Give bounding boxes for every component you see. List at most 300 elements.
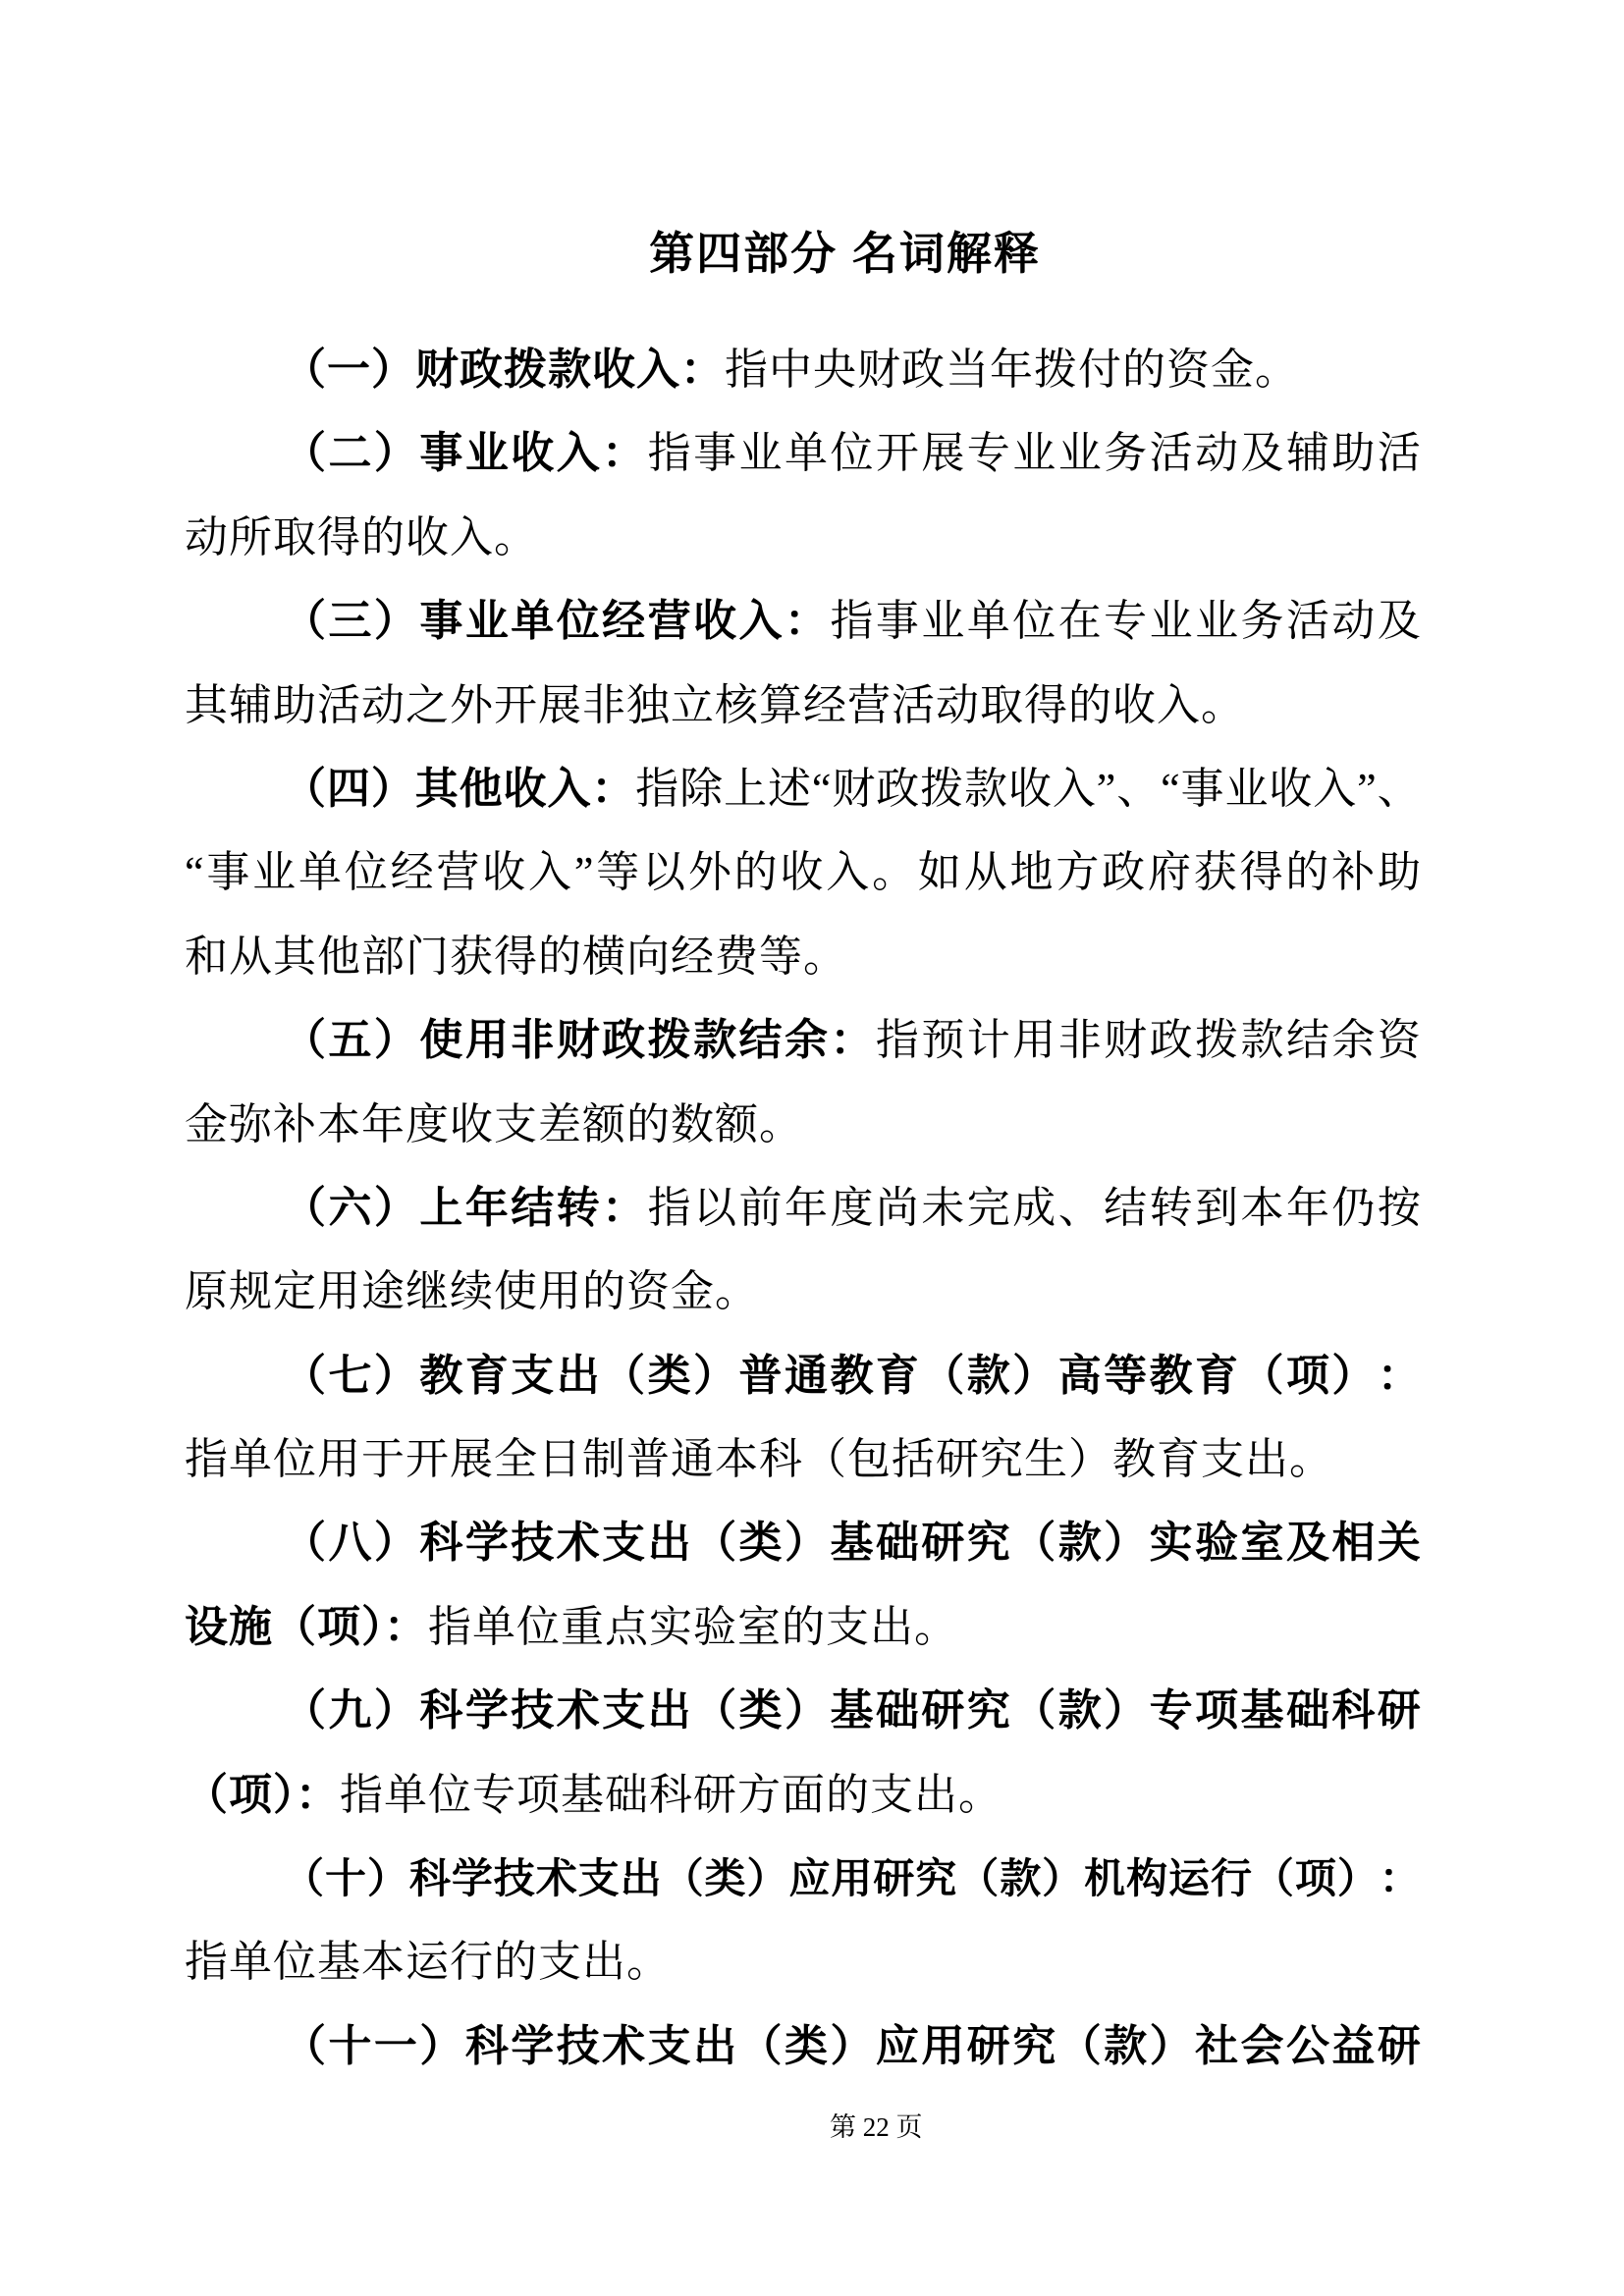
term-definition: 指单位用于开展全日制普通本科（包括研究生）教育支出。 bbox=[185, 1435, 1333, 1484]
char: 收 bbox=[482, 848, 526, 897]
char: 余 bbox=[784, 1016, 828, 1065]
char: 三 bbox=[328, 597, 372, 646]
char: 四 bbox=[326, 764, 370, 813]
char: 十 bbox=[324, 1855, 366, 1902]
char: 经 bbox=[390, 848, 434, 897]
term-definition: 指单位重点实验室的支出。 bbox=[428, 1602, 958, 1651]
char: 款 bbox=[693, 1016, 737, 1065]
char: ） bbox=[693, 1351, 737, 1400]
char: 财 bbox=[1104, 1016, 1148, 1065]
char: 入 bbox=[528, 848, 572, 897]
char: 外 bbox=[687, 848, 731, 897]
body-line bbox=[185, 1417, 1421, 1501]
char: 会 bbox=[1240, 2021, 1284, 2070]
char: 款 bbox=[1057, 1686, 1102, 1735]
char: ） bbox=[373, 1351, 417, 1400]
body-line bbox=[185, 747, 1421, 830]
char: 展 bbox=[921, 429, 965, 478]
char: 九 bbox=[328, 1686, 372, 1735]
char: 本 bbox=[1240, 1183, 1284, 1232]
char: 益 bbox=[1331, 2021, 1376, 2070]
char: （ bbox=[283, 1351, 326, 1400]
char: 政 bbox=[1149, 1016, 1193, 1065]
char: 开 bbox=[875, 429, 919, 478]
char: 上 bbox=[419, 1183, 463, 1232]
char: 事 bbox=[875, 597, 919, 646]
char: 款 bbox=[964, 764, 1008, 813]
char: 结 bbox=[1104, 1183, 1148, 1232]
char: ） bbox=[1104, 1519, 1148, 1568]
char: 事 bbox=[419, 597, 463, 646]
char: 业 bbox=[921, 597, 965, 646]
char: 政 bbox=[602, 1016, 646, 1065]
char: 资 bbox=[1377, 1016, 1421, 1065]
char: 业 bbox=[1195, 597, 1239, 646]
char: 技 bbox=[556, 2021, 600, 2070]
char: 构 bbox=[1126, 1855, 1168, 1902]
char: 科 bbox=[408, 1855, 451, 1902]
char: 结 bbox=[1285, 1016, 1329, 1065]
body-line bbox=[185, 411, 1421, 495]
char: 育 bbox=[1195, 1351, 1239, 1400]
char: 业 bbox=[464, 429, 509, 478]
char: 教 bbox=[830, 1351, 874, 1400]
char: 单 bbox=[298, 848, 342, 897]
char: 础 bbox=[1285, 1686, 1329, 1735]
char: （ bbox=[283, 597, 326, 646]
char: （ bbox=[283, 1016, 326, 1065]
char: 高 bbox=[1057, 1351, 1102, 1400]
char: 七 bbox=[328, 1351, 372, 1400]
char: “ bbox=[185, 848, 204, 897]
char: 用 bbox=[921, 2021, 965, 2070]
body-line bbox=[185, 1585, 1421, 1669]
char: 础 bbox=[875, 1686, 919, 1735]
char: 位 bbox=[1012, 597, 1056, 646]
term-definition: 金弥补本年度收支差额的数额。 bbox=[185, 1099, 803, 1148]
char: 及 bbox=[1285, 1519, 1329, 1568]
char: （ bbox=[693, 1686, 737, 1735]
char: ） bbox=[373, 597, 417, 646]
char: 及 bbox=[1240, 429, 1284, 478]
char: 未 bbox=[921, 1183, 965, 1232]
body-line bbox=[185, 2004, 1421, 2088]
char: 类 bbox=[738, 1519, 783, 1568]
char: 转 bbox=[556, 1183, 600, 1232]
char: 上 bbox=[724, 764, 768, 813]
char: 款 bbox=[966, 1351, 1010, 1400]
char: 非 bbox=[1057, 1016, 1102, 1065]
char: 到 bbox=[1195, 1183, 1239, 1232]
char: 业 bbox=[252, 848, 297, 897]
page-number: 第 22 页 bbox=[830, 2112, 923, 2142]
char: 单 bbox=[784, 429, 828, 478]
char: ” bbox=[1096, 764, 1116, 813]
char: 活 bbox=[1377, 429, 1421, 478]
body-line bbox=[185, 1920, 1421, 2003]
char: 从 bbox=[963, 848, 1007, 897]
char: 技 bbox=[511, 1686, 555, 1735]
char: 务 bbox=[1104, 429, 1148, 478]
char: 项 bbox=[1285, 1351, 1329, 1400]
char: ： bbox=[784, 597, 828, 646]
char: 科 bbox=[1331, 1686, 1376, 1735]
term-definition: 指单位专项基础科研方面的支出。 bbox=[340, 1770, 1002, 1819]
char: 研 bbox=[921, 1686, 965, 1735]
char: 收 bbox=[1269, 764, 1313, 813]
char: 专 bbox=[1149, 1686, 1193, 1735]
char: ） bbox=[1012, 1351, 1056, 1400]
term-label: （项）： bbox=[185, 1770, 340, 1819]
char: （ bbox=[283, 1686, 326, 1735]
char: （ bbox=[921, 1351, 965, 1400]
char: 年 bbox=[464, 1183, 509, 1232]
char: 入 bbox=[1052, 764, 1096, 813]
char: 拨 bbox=[647, 1016, 691, 1065]
char: 经 bbox=[602, 597, 646, 646]
char: ） bbox=[419, 2021, 463, 2070]
char: （ bbox=[283, 1855, 325, 1902]
char: 业 bbox=[1224, 764, 1269, 813]
char: （ bbox=[662, 1855, 704, 1902]
body-line bbox=[185, 1837, 1421, 1920]
char: 款 bbox=[1104, 2021, 1148, 2070]
char: 教 bbox=[419, 1351, 463, 1400]
char: 究 bbox=[915, 1855, 957, 1902]
char: 究 bbox=[1012, 2021, 1056, 2070]
term-definition: 动所取得的收入。 bbox=[185, 512, 538, 561]
char: 的 bbox=[733, 848, 778, 897]
body-line bbox=[185, 1501, 1421, 1584]
char: ： bbox=[591, 764, 635, 813]
char: 位 bbox=[556, 597, 600, 646]
char: ） bbox=[1331, 1351, 1376, 1400]
char: 务 bbox=[1240, 597, 1284, 646]
char: 科 bbox=[419, 1519, 463, 1568]
char: 指 bbox=[830, 597, 874, 646]
char: 支 bbox=[511, 1351, 555, 1400]
char: 技 bbox=[493, 1855, 535, 1902]
body-line bbox=[185, 496, 1421, 579]
char: ： bbox=[602, 1183, 646, 1232]
char: 除 bbox=[679, 764, 724, 813]
char: 拨 bbox=[1195, 1016, 1239, 1065]
char: 事 bbox=[693, 429, 737, 478]
char: 前 bbox=[738, 1183, 783, 1232]
char: （ bbox=[1012, 1519, 1056, 1568]
char: 款 bbox=[1000, 1855, 1042, 1902]
char: 动 bbox=[1331, 597, 1376, 646]
char: 业 bbox=[1149, 597, 1193, 646]
char: 术 bbox=[556, 1686, 600, 1735]
char: ： bbox=[1379, 1855, 1421, 1902]
term-definition: 指单位基本运行的支出。 bbox=[185, 1938, 671, 1987]
char: 支 bbox=[577, 1855, 620, 1902]
char: 营 bbox=[436, 848, 480, 897]
char: 术 bbox=[556, 1519, 600, 1568]
char: ） bbox=[1042, 1855, 1084, 1902]
char: 项 bbox=[1294, 1855, 1336, 1902]
char: 活 bbox=[1149, 429, 1193, 478]
char: 仍 bbox=[1331, 1183, 1376, 1232]
char: 活 bbox=[1285, 597, 1329, 646]
char: 度 bbox=[830, 1183, 874, 1232]
char: 在 bbox=[1057, 597, 1102, 646]
char: 用 bbox=[464, 1016, 509, 1065]
char: 财 bbox=[832, 764, 876, 813]
body-line bbox=[185, 328, 1421, 411]
char: （ bbox=[283, 1183, 326, 1232]
char: 尚 bbox=[875, 1183, 919, 1232]
char: 专 bbox=[1104, 597, 1148, 646]
char: 一 bbox=[373, 2021, 417, 2070]
term-definition: 其辅助活动之外开展非独立核算经营活动取得的收入。 bbox=[185, 680, 1245, 729]
char: 地 bbox=[1009, 848, 1054, 897]
char: ） bbox=[373, 1016, 417, 1065]
char: 究 bbox=[966, 1686, 1010, 1735]
char: ） bbox=[1104, 1686, 1148, 1735]
char: 补 bbox=[1331, 848, 1376, 897]
char: 指 bbox=[647, 1183, 691, 1232]
char: 公 bbox=[1285, 2021, 1329, 2070]
char: 关 bbox=[1377, 1519, 1421, 1568]
char: 类 bbox=[738, 1686, 783, 1735]
body-line bbox=[185, 1334, 1421, 1417]
body-line bbox=[185, 1753, 1421, 1837]
char: 十 bbox=[328, 2021, 372, 2070]
char: 非 bbox=[511, 1016, 555, 1065]
char: 专 bbox=[966, 429, 1010, 478]
char: 收 bbox=[511, 429, 555, 478]
char: 应 bbox=[788, 1855, 831, 1902]
char: 计 bbox=[966, 1016, 1010, 1065]
char: 位 bbox=[830, 429, 874, 478]
char: 五 bbox=[328, 1016, 372, 1065]
char: 出 bbox=[647, 1519, 691, 1568]
char: （ bbox=[957, 1855, 1000, 1902]
char: 拨 bbox=[920, 764, 964, 813]
char: 研 bbox=[921, 1519, 965, 1568]
char: 指 bbox=[635, 764, 679, 813]
char: 以 bbox=[642, 848, 685, 897]
body-line bbox=[185, 1250, 1421, 1333]
char: 支 bbox=[602, 1686, 646, 1735]
char: 政 bbox=[876, 764, 920, 813]
char: 等 bbox=[1104, 1351, 1148, 1400]
char: 入 bbox=[547, 764, 591, 813]
char: 科 bbox=[419, 1686, 463, 1735]
char: 单 bbox=[511, 597, 555, 646]
char: 术 bbox=[535, 1855, 577, 1902]
char: （ bbox=[1240, 1351, 1284, 1400]
char: 使 bbox=[419, 1016, 463, 1065]
char: 政 bbox=[1102, 848, 1146, 897]
char: 验 bbox=[1195, 1519, 1239, 1568]
char: ） bbox=[373, 1519, 417, 1568]
char: 的 bbox=[1285, 848, 1329, 897]
char: ） bbox=[1336, 1855, 1379, 1902]
char: 收 bbox=[780, 848, 824, 897]
char: 类 bbox=[704, 1855, 746, 1902]
char: 出 bbox=[693, 2021, 737, 2070]
char: 研 bbox=[1377, 1686, 1421, 1735]
char: 行 bbox=[1210, 1855, 1252, 1902]
char: 款 bbox=[1240, 1016, 1284, 1065]
body-line bbox=[185, 579, 1421, 663]
char: 项 bbox=[1195, 1686, 1239, 1735]
char: （ bbox=[283, 2021, 326, 2070]
char: ： bbox=[602, 429, 646, 478]
char: 入 bbox=[826, 848, 870, 897]
char: 事 bbox=[419, 429, 463, 478]
char: 转 bbox=[1149, 1183, 1193, 1232]
term-definition: 和从其他部门获得的横向经费等。 bbox=[185, 932, 847, 981]
char: 入 bbox=[1313, 764, 1357, 813]
char: 年 bbox=[1285, 1183, 1329, 1232]
char: ） bbox=[1149, 2021, 1193, 2070]
char: 技 bbox=[511, 1519, 555, 1568]
char: 以 bbox=[693, 1183, 737, 1232]
char: 类 bbox=[784, 2021, 828, 2070]
char: 获 bbox=[1193, 848, 1237, 897]
char: 教 bbox=[1149, 1351, 1193, 1400]
char: 得 bbox=[1239, 848, 1283, 897]
char: 六 bbox=[328, 1183, 372, 1232]
term-definition: 原规定用途继续使用的资金。 bbox=[185, 1267, 759, 1316]
body-line bbox=[185, 1166, 1421, 1250]
char: 业 bbox=[1057, 429, 1102, 478]
char: 、 bbox=[1116, 764, 1161, 813]
char: 财 bbox=[556, 1016, 600, 1065]
char: 如 bbox=[917, 848, 961, 897]
char: 学 bbox=[464, 1686, 509, 1735]
char: 二 bbox=[328, 429, 372, 478]
char: 动 bbox=[1195, 429, 1239, 478]
char: ） bbox=[373, 1686, 417, 1735]
body-line bbox=[185, 1669, 1421, 1752]
char: 育 bbox=[464, 1351, 509, 1400]
char: 结 bbox=[511, 1183, 555, 1232]
char: 应 bbox=[875, 2021, 919, 2070]
char: （ bbox=[283, 429, 326, 478]
char: 。 bbox=[872, 848, 916, 897]
char: 室 bbox=[1240, 1519, 1284, 1568]
char: 支 bbox=[647, 2021, 691, 2070]
char: 入 bbox=[738, 597, 783, 646]
char: 指 bbox=[647, 429, 691, 478]
char: 础 bbox=[875, 1519, 919, 1568]
char: （ bbox=[693, 1519, 737, 1568]
char: 述 bbox=[767, 764, 811, 813]
char: 通 bbox=[784, 1351, 828, 1400]
char: 学 bbox=[464, 1519, 509, 1568]
page-title: 第四部分 名词解释 bbox=[649, 228, 1041, 279]
term-label: 设施（项）： bbox=[185, 1602, 428, 1651]
char: 究 bbox=[966, 1519, 1010, 1568]
char: 指 bbox=[875, 1016, 919, 1065]
char: 位 bbox=[344, 848, 388, 897]
char: 收 bbox=[1007, 764, 1052, 813]
char: 八 bbox=[328, 1519, 372, 1568]
char: 助 bbox=[1331, 429, 1376, 478]
char: 术 bbox=[602, 2021, 646, 2070]
char: 用 bbox=[831, 1855, 873, 1902]
char: 款 bbox=[1057, 1519, 1102, 1568]
char: 出 bbox=[556, 1351, 600, 1400]
char: ” bbox=[573, 848, 594, 897]
char: 业 bbox=[738, 429, 783, 478]
char: “ bbox=[811, 764, 832, 813]
char: 余 bbox=[1331, 1016, 1376, 1065]
char: 业 bbox=[464, 597, 509, 646]
char: ） bbox=[370, 764, 414, 813]
char: （ bbox=[283, 764, 326, 813]
char: （ bbox=[602, 1351, 646, 1400]
char: 府 bbox=[1147, 848, 1191, 897]
char: 学 bbox=[511, 2021, 555, 2070]
char: 事 bbox=[1180, 764, 1224, 813]
char: 成 bbox=[1012, 1183, 1056, 1232]
body-line bbox=[185, 830, 1421, 914]
char: 入 bbox=[556, 429, 600, 478]
char: 研 bbox=[966, 2021, 1010, 2070]
char: 按 bbox=[1377, 1183, 1421, 1232]
char: 基 bbox=[830, 1519, 874, 1568]
char: 辅 bbox=[1285, 429, 1329, 478]
char: 等 bbox=[596, 848, 640, 897]
char: 完 bbox=[966, 1183, 1010, 1232]
char: 社 bbox=[1195, 2021, 1239, 2070]
body-text-block bbox=[185, 328, 1421, 2088]
char: ） bbox=[830, 2021, 874, 2070]
char: 实 bbox=[1149, 1519, 1193, 1568]
char: 其 bbox=[414, 764, 459, 813]
char: 研 bbox=[873, 1855, 915, 1902]
term-label: （一）财政拨款收入： bbox=[283, 346, 725, 394]
char: 出 bbox=[647, 1686, 691, 1735]
char: 方 bbox=[1056, 848, 1100, 897]
char: 用 bbox=[1012, 1016, 1056, 1065]
char: ” bbox=[1357, 764, 1377, 813]
char: 出 bbox=[620, 1855, 662, 1902]
char: 支 bbox=[602, 1519, 646, 1568]
char: 研 bbox=[1377, 2021, 1421, 2070]
char: 机 bbox=[1084, 1855, 1126, 1902]
char: ） bbox=[366, 1855, 408, 1902]
char: 业 bbox=[1012, 429, 1056, 478]
char: 营 bbox=[647, 597, 691, 646]
char: 收 bbox=[503, 764, 547, 813]
char: 预 bbox=[921, 1016, 965, 1065]
char: ） bbox=[784, 1686, 828, 1735]
char: （ bbox=[1252, 1855, 1294, 1902]
char: 类 bbox=[647, 1351, 691, 1400]
char: 基 bbox=[830, 1686, 874, 1735]
char: 结 bbox=[738, 1016, 783, 1065]
char: 科 bbox=[464, 2021, 509, 2070]
body-line bbox=[185, 915, 1421, 998]
char: （ bbox=[283, 1519, 326, 1568]
char: 单 bbox=[966, 597, 1010, 646]
term-definition: 指中央财政当年拨付的资金。 bbox=[725, 346, 1299, 394]
char: 基 bbox=[1240, 1686, 1284, 1735]
char: 、 bbox=[1377, 764, 1421, 813]
char: 育 bbox=[875, 1351, 919, 1400]
char: 收 bbox=[693, 597, 737, 646]
char: （ bbox=[1012, 1686, 1056, 1735]
char: 运 bbox=[1168, 1855, 1211, 1902]
char: （ bbox=[738, 2021, 783, 2070]
